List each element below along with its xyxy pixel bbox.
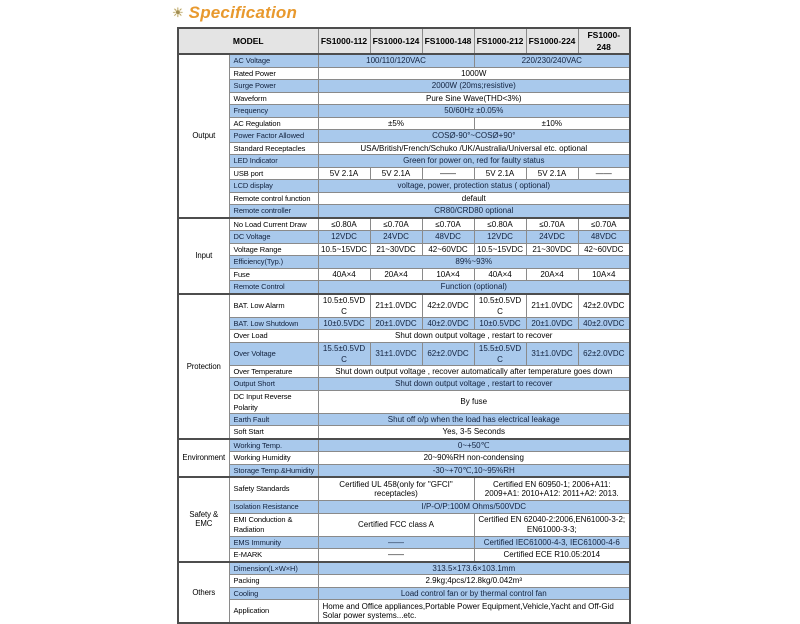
value-cell: 220/230/240VAC xyxy=(474,54,630,67)
row-label: EMS Immunity xyxy=(229,536,318,549)
table-row xyxy=(178,268,630,281)
value-cell: —— xyxy=(318,549,474,562)
table-row xyxy=(178,192,630,205)
section-cell: Environment xyxy=(178,439,229,478)
row-label: Surge Power xyxy=(229,80,318,93)
value-cell: 48VDC xyxy=(422,231,474,244)
value-cell: Certified ECE R10.05:2014 xyxy=(474,549,630,562)
value-cell: Certified EN 60950-1; 2006+A11: 2009+A1: 2010+A12: 2011+A2: 2013. xyxy=(474,477,630,501)
row-label: Earth Fault xyxy=(229,413,318,426)
table-row xyxy=(178,587,630,600)
value-cell: Shut off o/p when the load has electrical leakage xyxy=(318,413,630,426)
row-label: BAT. Low Alarm xyxy=(229,294,318,318)
value-cell: Certified EN 62040-2:2006,EN61000-3-2; EN61000-3-3; xyxy=(474,513,630,536)
value-cell: 10A×4 xyxy=(578,268,630,281)
row-label: Efficiency(Typ.) xyxy=(229,256,318,269)
table-row xyxy=(178,536,630,549)
value-cell: Pure Sine Wave(THD<3%) xyxy=(318,92,630,105)
value-cell: ≤0.70A xyxy=(526,218,578,231)
value-cell: 10±0.5VDC xyxy=(318,317,370,330)
table-row xyxy=(178,365,630,378)
table-row xyxy=(178,513,630,536)
value-cell: 42±2.0VDC xyxy=(422,294,474,318)
value-cell: 0~+50℃ xyxy=(318,439,630,452)
value-cell: 50/60Hz ±0.05% xyxy=(318,105,630,118)
table-row xyxy=(178,130,630,143)
value-cell: 24VDC xyxy=(370,231,422,244)
value-cell: 5V 2.1A xyxy=(474,167,526,180)
row-label: Application xyxy=(229,600,318,624)
value-cell: 20A×4 xyxy=(526,268,578,281)
value-cell: 10.5±0.5VDC xyxy=(318,294,370,318)
table-row xyxy=(178,464,630,477)
row-label: Over Voltage xyxy=(229,342,318,365)
model-column-header: FS1000-124 xyxy=(370,28,422,54)
value-cell: 20~90%RH non-condensing xyxy=(318,452,630,465)
value-cell: 10.5~15VDC xyxy=(318,243,370,256)
value-cell: 40±2.0VDC xyxy=(578,317,630,330)
value-cell: Function (optional) xyxy=(318,281,630,294)
table-row xyxy=(178,390,630,413)
value-cell: Certified UL 458(only for "GFCI" receptacles) xyxy=(318,477,474,501)
value-cell: ±10% xyxy=(474,117,630,130)
value-cell: 40±2.0VDC xyxy=(422,317,474,330)
table-row xyxy=(178,317,630,330)
table-row xyxy=(178,80,630,93)
value-cell: 2.9kg;4pcs/12.8kg/0.042m³ xyxy=(318,575,630,588)
row-label: Packing xyxy=(229,575,318,588)
value-cell: Shut down output voltage , restart to recover xyxy=(318,330,630,343)
value-cell: 12VDC xyxy=(474,231,526,244)
row-label: USB port xyxy=(229,167,318,180)
value-cell: 24VDC xyxy=(526,231,578,244)
value-cell: ≤0.80A xyxy=(474,218,526,231)
value-cell: USA/British/French/Schuko /UK/Australia/Universal etc. optional xyxy=(318,142,630,155)
table-row xyxy=(178,378,630,391)
table-row xyxy=(178,92,630,105)
value-cell: 10.5±0.5VDC xyxy=(474,294,526,318)
row-label: Waveform xyxy=(229,92,318,105)
table-row xyxy=(178,501,630,514)
table-row xyxy=(178,231,630,244)
value-cell: 100/110/120VAC xyxy=(318,54,474,67)
table-row xyxy=(178,256,630,269)
row-label: Isolation Resistance xyxy=(229,501,318,514)
table-row xyxy=(178,142,630,155)
table-row xyxy=(178,167,630,180)
row-label: DC Voltage xyxy=(229,231,318,244)
table-row xyxy=(178,600,630,624)
table-row xyxy=(178,67,630,80)
value-cell: 12VDC xyxy=(318,231,370,244)
value-cell: 15.5±0.5VDC xyxy=(318,342,370,365)
row-label: DC Input Reverse Polarity xyxy=(229,390,318,413)
value-cell: 42~60VDC xyxy=(578,243,630,256)
model-column-header: FS1000-224 xyxy=(526,28,578,54)
value-cell: 313.5×173.6×103.1mm xyxy=(318,562,630,575)
value-cell: —— xyxy=(422,167,474,180)
row-label: Remote control function xyxy=(229,192,318,205)
row-label: Fuse xyxy=(229,268,318,281)
table-row xyxy=(178,281,630,294)
row-label: Safety Standards xyxy=(229,477,318,501)
table-row xyxy=(178,218,630,231)
value-cell: ≤0.80A xyxy=(318,218,370,231)
sun-icon: ☀ xyxy=(172,5,184,20)
value-cell: Shut down output voltage , recover automatically after temperature goes down xyxy=(318,365,630,378)
section-cell: Others xyxy=(178,562,229,624)
row-label: No Load Current Draw xyxy=(229,218,318,231)
spec-table xyxy=(177,27,631,624)
table-row xyxy=(178,575,630,588)
value-cell: 21±1.0VDC xyxy=(526,294,578,318)
value-cell: 31±1.0VDC xyxy=(526,342,578,365)
value-cell: Certified FCC class A xyxy=(318,513,474,536)
value-cell: I/P-O/P:100M Ohms/500VDC xyxy=(318,501,630,514)
row-label: Remote controller xyxy=(229,205,318,218)
row-label: LCD display xyxy=(229,180,318,193)
value-cell: 62±2.0VDC xyxy=(578,342,630,365)
value-cell: ≤0.70A xyxy=(370,218,422,231)
row-label: Dimension(L×W×H) xyxy=(229,562,318,575)
value-cell: 2000W (20ms;resistive) xyxy=(318,80,630,93)
section-cell: Protection xyxy=(178,294,229,439)
table-row xyxy=(178,117,630,130)
value-cell: —— xyxy=(578,167,630,180)
value-cell: —— xyxy=(318,536,474,549)
model-header: MODEL xyxy=(178,28,318,54)
value-cell: 1000W xyxy=(318,67,630,80)
value-cell: 15.5±0.5VDC xyxy=(474,342,526,365)
table-row xyxy=(178,243,630,256)
model-column-header: FS1000-148 xyxy=(422,28,474,54)
row-label: BAT. Low Shutdown xyxy=(229,317,318,330)
value-cell: -30~+70℃,10~95%RH xyxy=(318,464,630,477)
row-label: AC Voltage xyxy=(229,54,318,67)
section-cell: Output xyxy=(178,54,229,218)
value-cell: 10±0.5VDC xyxy=(474,317,526,330)
value-cell: 21~30VDC xyxy=(370,243,422,256)
value-cell: 62±2.0VDC xyxy=(422,342,474,365)
value-cell: Certified IEC61000-4-3, IEC61000-4-6 xyxy=(474,536,630,549)
row-label: Over Load xyxy=(229,330,318,343)
row-label: Voltage Range xyxy=(229,243,318,256)
row-label: Working Humidity xyxy=(229,452,318,465)
value-cell: 42~60VDC xyxy=(422,243,474,256)
table-row xyxy=(178,342,630,365)
table-row xyxy=(178,452,630,465)
value-cell: 40A×4 xyxy=(474,268,526,281)
value-cell: 40A×4 xyxy=(318,268,370,281)
value-cell: 20±1.0VDC xyxy=(370,317,422,330)
table-row xyxy=(178,426,630,439)
row-label: Power Factor Allowed xyxy=(229,130,318,143)
value-cell: ±5% xyxy=(318,117,474,130)
value-cell: 5V 2.1A xyxy=(318,167,370,180)
row-label: Rated Power xyxy=(229,67,318,80)
row-label: EMI Conduction & Radiation xyxy=(229,513,318,536)
row-label: Over Temperature xyxy=(229,365,318,378)
page-title-text: Specification xyxy=(188,3,298,22)
model-column-header: FS1000-248 xyxy=(578,28,630,54)
row-label: Working Temp. xyxy=(229,439,318,452)
value-cell: Load control fan or by thermal control fan xyxy=(318,587,630,600)
table-row xyxy=(178,549,630,562)
row-label: Remote Control xyxy=(229,281,318,294)
value-cell: 31±1.0VDC xyxy=(370,342,422,365)
row-label: Cooling xyxy=(229,587,318,600)
value-cell: 89%~93% xyxy=(318,256,630,269)
table-row xyxy=(178,54,630,67)
row-label: Frequency xyxy=(229,105,318,118)
table-row xyxy=(178,439,630,452)
value-cell: voltage, power, protection status ( optional) xyxy=(318,180,630,193)
row-label: Storage Temp.&Humidity xyxy=(229,464,318,477)
value-cell: 42±2.0VDC xyxy=(578,294,630,318)
section-cell: Safety & EMC xyxy=(178,477,229,562)
table-row xyxy=(178,105,630,118)
row-label: E-MARK xyxy=(229,549,318,562)
value-cell: ≤0.70A xyxy=(578,218,630,231)
value-cell: Yes, 3-5 Seconds xyxy=(318,426,630,439)
value-cell: Shut down output voltage , restart to recover xyxy=(318,378,630,391)
row-label: AC Regulation xyxy=(229,117,318,130)
value-cell: 21~30VDC xyxy=(526,243,578,256)
table-row xyxy=(178,205,630,218)
value-cell: COSØ-90°~COSØ+90° xyxy=(318,130,630,143)
value-cell: 10.5~15VDC xyxy=(474,243,526,256)
value-cell: 20±1.0VDC xyxy=(526,317,578,330)
value-cell: Green for power on, red for faulty status xyxy=(318,155,630,168)
row-label: Standard Receptacles xyxy=(229,142,318,155)
model-column-header: FS1000-212 xyxy=(474,28,526,54)
table-row xyxy=(178,155,630,168)
section-cell: Input xyxy=(178,218,229,294)
value-cell: CR80/CRD80 optional xyxy=(318,205,630,218)
table-row xyxy=(178,294,630,318)
table-row xyxy=(178,477,630,501)
value-cell: By fuse xyxy=(318,390,630,413)
value-cell: default xyxy=(318,192,630,205)
value-cell: 48VDC xyxy=(578,231,630,244)
row-label: LED Indicator xyxy=(229,155,318,168)
value-cell: 5V 2.1A xyxy=(370,167,422,180)
table-row xyxy=(178,413,630,426)
value-cell: 5V 2.1A xyxy=(526,167,578,180)
table-row xyxy=(178,180,630,193)
row-label: Soft Start xyxy=(229,426,318,439)
model-column-header: FS1000-112 xyxy=(318,28,370,54)
value-cell: ≤0.70A xyxy=(422,218,474,231)
value-cell: 21±1.0VDC xyxy=(370,294,422,318)
table-row xyxy=(178,330,630,343)
value-cell: 10A×4 xyxy=(422,268,474,281)
row-label: Output Short xyxy=(229,378,318,391)
table-row xyxy=(178,562,630,575)
value-cell: Home and Office appliances,Portable Power Equipment,Vehicle,Yacht and Off-Gid Solar power systems...etc. xyxy=(318,600,630,624)
value-cell: 20A×4 xyxy=(370,268,422,281)
page-title xyxy=(172,1,297,25)
header-row xyxy=(178,28,630,54)
